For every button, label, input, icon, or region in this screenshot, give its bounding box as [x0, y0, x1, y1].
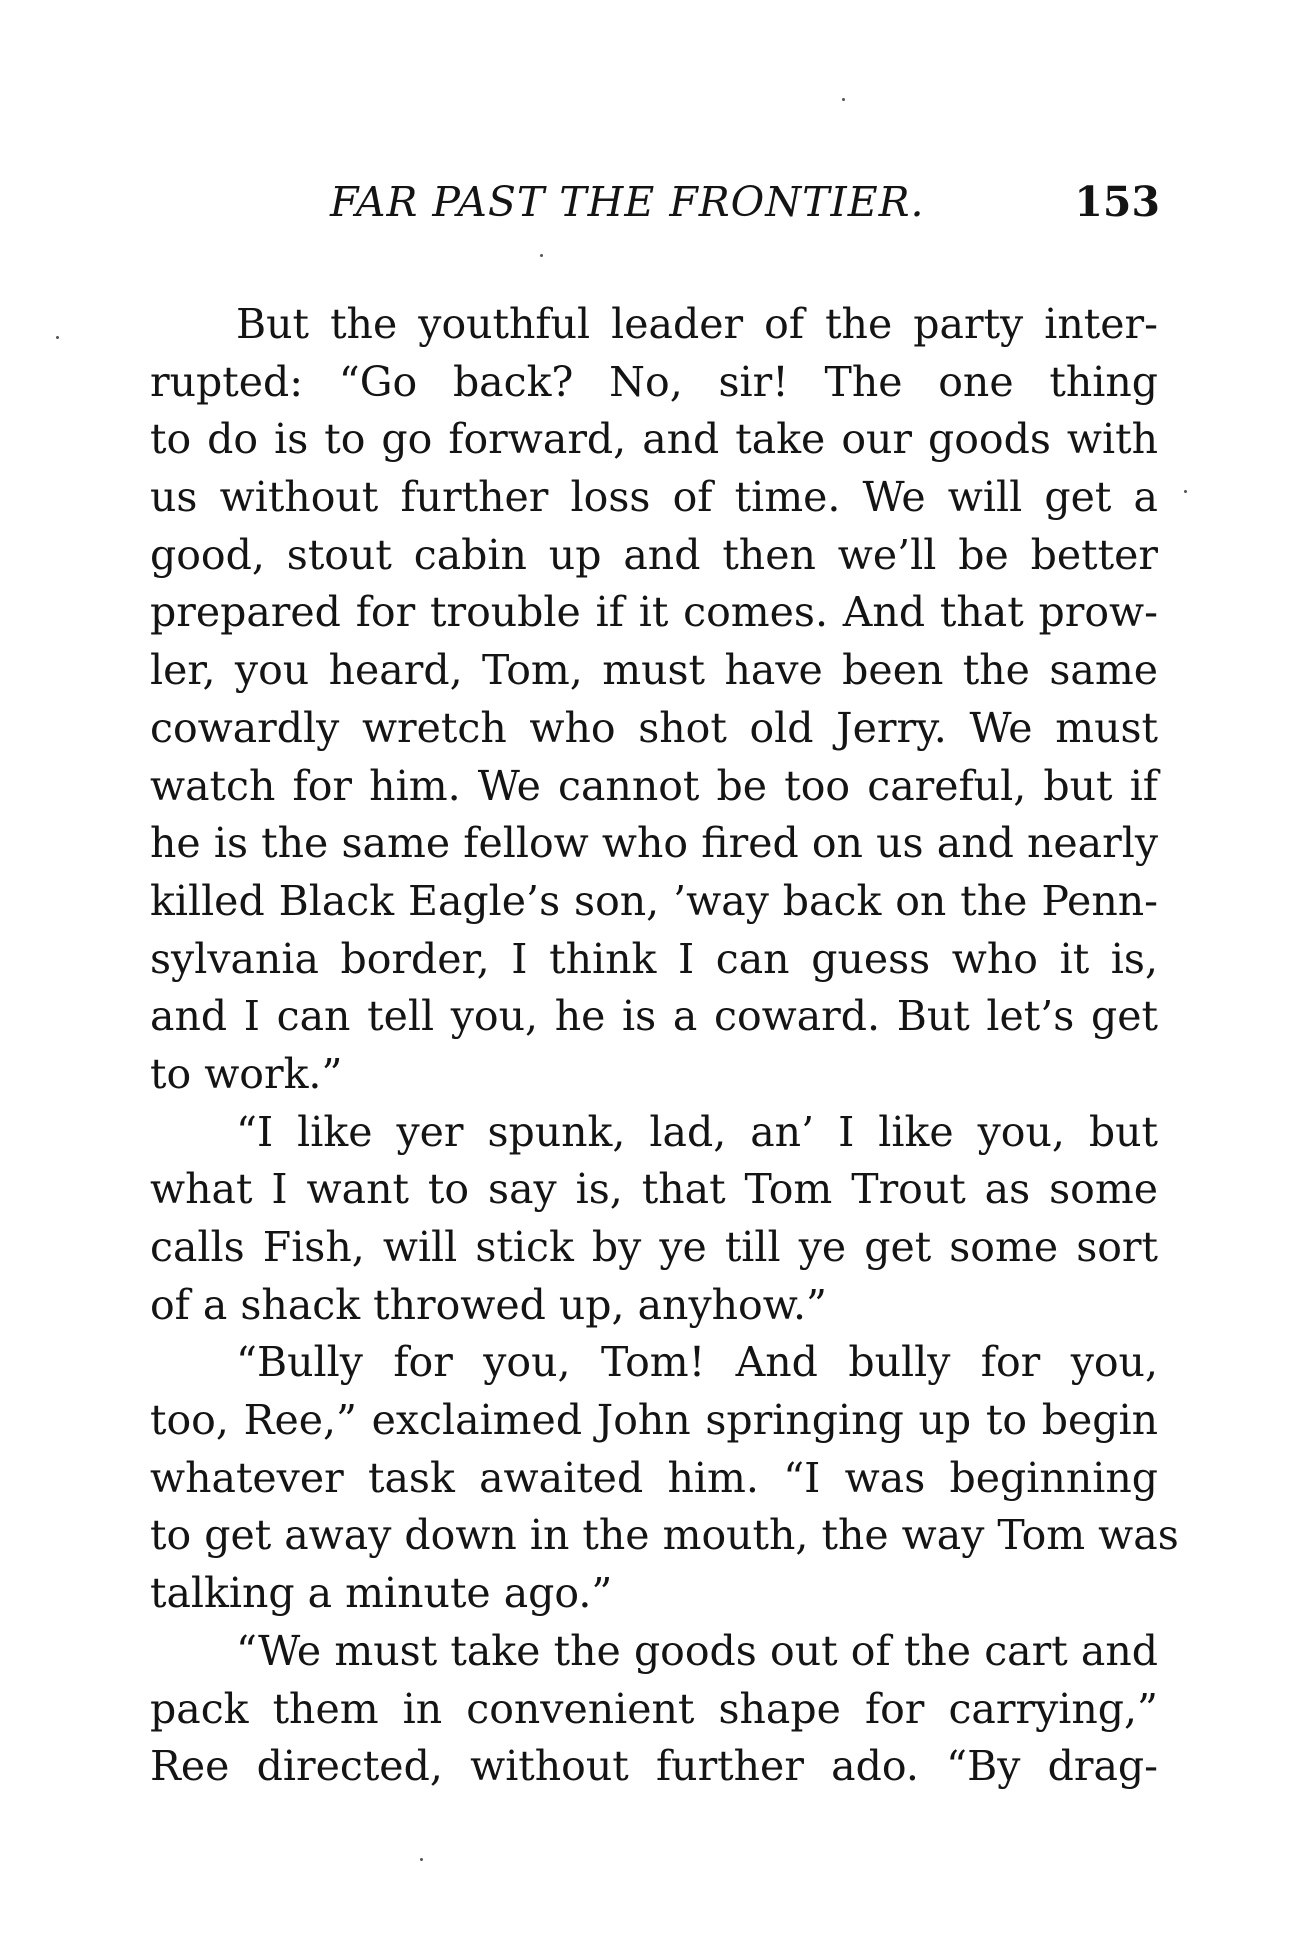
text-line: sylvania border, I think I can guess who it is,	[150, 934, 1158, 983]
text-line: to work.”	[150, 1049, 343, 1098]
text-line: watch for him. We cannot be too careful, but if	[150, 761, 1158, 810]
text-line: But the youthful leader of the party inter-	[236, 300, 1158, 348]
text-line: cowardly wretch who shot old Jerry. We must	[150, 703, 1158, 752]
text-line: and I can tell you, he is a coward. But let’s get	[150, 992, 1158, 1041]
text-line: pack them in convenient shape for carrying,”	[150, 1684, 1158, 1733]
page-number: 153	[1074, 178, 1160, 226]
text-line: “We must take the goods out of the cart and	[236, 1626, 1158, 1675]
text-line: to get away down in the mouth, the way Tom was	[150, 1511, 1179, 1560]
running-head	[150, 178, 1160, 238]
scan-speck	[540, 254, 543, 257]
scan-speck	[56, 336, 59, 339]
text-line: killed Black Eagle’s son, ’way back on the Penn-	[150, 876, 1158, 925]
body-text	[150, 296, 1179, 1796]
text-line: good, stout cabin up and then we’ll be better	[150, 530, 1158, 579]
text-line: “Bully for you, Tom! And bully for you,	[236, 1338, 1158, 1387]
text-line: Ree directed, without further ado. “By drag-	[150, 1742, 1158, 1791]
text-line: ler, you heard, Tom, must have been the same	[150, 646, 1158, 695]
text-line: to do is to go forward, and take our goods with	[150, 415, 1158, 464]
scan-speck	[420, 1858, 423, 1861]
scan-speck	[1184, 490, 1187, 493]
text-line: of a shack throwed up, anyhow.”	[150, 1280, 827, 1329]
scan-speck	[842, 98, 845, 101]
text-line: rupted: “Go back? No, sir! The one thing	[150, 357, 1158, 406]
running-title: FAR PAST THE FRONTIER.	[330, 178, 925, 226]
text-line: too, Ree,” exclaimed John springing up to begin	[150, 1396, 1158, 1445]
text-line: talking a minute ago.”	[150, 1569, 613, 1618]
text-line: calls Fish, will stick by ye till ye get some sort	[150, 1223, 1158, 1271]
text-line: prepared for trouble if it comes. And that prow-	[150, 588, 1158, 637]
text-line: whatever task awaited him. “I was beginning	[150, 1453, 1158, 1502]
text-line: what I want to say is, that Tom Trout as some	[150, 1165, 1158, 1214]
text-line: us without further loss of time. We will get a	[150, 473, 1158, 522]
text-line: “I like yer spunk, lad, an’ I like you, but	[236, 1107, 1158, 1156]
text-line: he is the same fellow who fired on us and nearly	[150, 819, 1158, 868]
